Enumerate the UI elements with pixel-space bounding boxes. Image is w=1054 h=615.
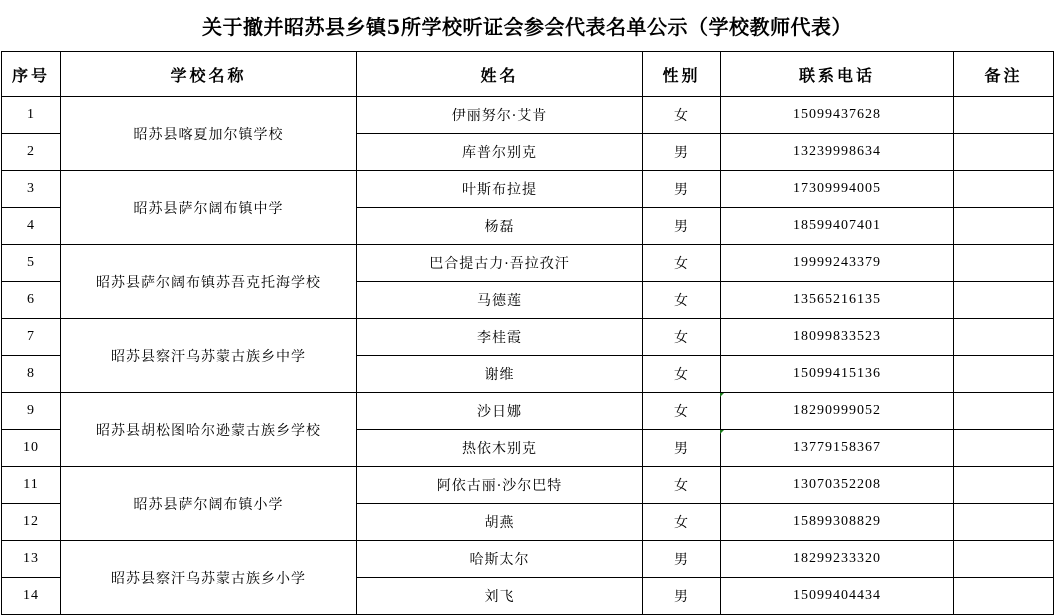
- cell-comment-marker: [720, 393, 724, 397]
- remark-cell[interactable]: [954, 97, 1054, 134]
- header-school[interactable]: 学校名称: [61, 52, 357, 97]
- table-row: [2, 467, 1054, 504]
- gender-cell[interactable]: 女: [643, 319, 721, 356]
- gender-cell[interactable]: 女: [643, 467, 721, 504]
- index-cell[interactable]: 12: [2, 504, 61, 541]
- school-cell[interactable]: 昭苏县察汗乌苏蒙古族乡中学: [61, 319, 357, 393]
- gender-cell[interactable]: 男: [643, 134, 721, 171]
- phone-cell[interactable]: 15099404434: [721, 578, 954, 615]
- header-phone[interactable]: 联系电话: [721, 52, 954, 97]
- gender-cell[interactable]: 女: [643, 97, 721, 134]
- header-index[interactable]: 序号: [2, 52, 61, 97]
- name-cell[interactable]: 热依木别克: [357, 430, 643, 467]
- gender-cell[interactable]: 女: [643, 282, 721, 319]
- name-cell[interactable]: 谢维: [357, 356, 643, 393]
- gender-cell[interactable]: 男: [643, 171, 721, 208]
- school-cell[interactable]: 昭苏县察汗乌苏蒙古族乡小学: [61, 541, 357, 615]
- index-cell[interactable]: 13: [2, 541, 61, 578]
- table-row: [2, 97, 1054, 134]
- name-cell[interactable]: 巴合提古力·吾拉孜汗: [357, 245, 643, 282]
- name-cell[interactable]: 马德莲: [357, 282, 643, 319]
- name-cell[interactable]: 李桂霞: [357, 319, 643, 356]
- phone-cell[interactable]: 15099437628: [721, 97, 954, 134]
- gender-cell[interactable]: 男: [643, 430, 721, 467]
- remark-cell[interactable]: [954, 245, 1054, 282]
- remark-cell[interactable]: [954, 356, 1054, 393]
- index-cell[interactable]: 9: [2, 393, 61, 430]
- phone-cell[interactable]: 13565216135: [721, 282, 954, 319]
- cell-comment-marker: [720, 430, 724, 434]
- index-cell[interactable]: 8: [2, 356, 61, 393]
- header-remark[interactable]: 备注: [954, 52, 1054, 97]
- phone-cell[interactable]: 18099833523: [721, 319, 954, 356]
- name-cell[interactable]: 刘飞: [357, 578, 643, 615]
- index-cell[interactable]: 7: [2, 319, 61, 356]
- table-row: [2, 319, 1054, 356]
- table-row: [2, 245, 1054, 282]
- table-row: [2, 393, 1054, 430]
- school-cell[interactable]: 昭苏县胡松图哈尔逊蒙古族乡学校: [61, 393, 357, 467]
- remark-cell[interactable]: [954, 171, 1054, 208]
- phone-cell[interactable]: 13070352208: [721, 467, 954, 504]
- name-cell[interactable]: 叶斯布拉提: [357, 171, 643, 208]
- gender-cell[interactable]: 男: [643, 208, 721, 245]
- index-cell[interactable]: 10: [2, 430, 61, 467]
- school-cell[interactable]: 昭苏县喀夏加尔镇学校: [61, 97, 357, 171]
- representatives-table: [1, 51, 1054, 615]
- phone-cell[interactable]: 17309994005: [721, 171, 954, 208]
- index-cell[interactable]: 14: [2, 578, 61, 615]
- school-cell[interactable]: 昭苏县萨尔阔布镇小学: [61, 467, 357, 541]
- school-cell[interactable]: 昭苏县萨尔阔布镇中学: [61, 171, 357, 245]
- index-cell[interactable]: 11: [2, 467, 61, 504]
- name-cell[interactable]: 杨磊: [357, 208, 643, 245]
- name-cell[interactable]: 沙日娜: [357, 393, 643, 430]
- phone-cell[interactable]: 13779158367: [721, 430, 954, 467]
- remark-cell[interactable]: [954, 467, 1054, 504]
- header-row: [2, 52, 1054, 97]
- gender-cell[interactable]: 女: [643, 504, 721, 541]
- remark-cell[interactable]: [954, 541, 1054, 578]
- header-name[interactable]: 姓名: [357, 52, 643, 97]
- name-cell[interactable]: 阿依古丽·沙尔巴特: [357, 467, 643, 504]
- phone-cell[interactable]: 13239998634: [721, 134, 954, 171]
- remark-cell[interactable]: [954, 430, 1054, 467]
- phone-cell[interactable]: 18599407401: [721, 208, 954, 245]
- gender-cell[interactable]: 男: [643, 578, 721, 615]
- index-cell[interactable]: 5: [2, 245, 61, 282]
- index-cell[interactable]: 4: [2, 208, 61, 245]
- gender-cell[interactable]: 女: [643, 356, 721, 393]
- index-cell[interactable]: 1: [2, 97, 61, 134]
- header-gender[interactable]: 性别: [643, 52, 721, 97]
- phone-cell[interactable]: 19999243379: [721, 245, 954, 282]
- name-cell[interactable]: 胡燕: [357, 504, 643, 541]
- gender-cell[interactable]: 男: [643, 541, 721, 578]
- table-row: [2, 541, 1054, 578]
- phone-cell[interactable]: 18290999052: [721, 393, 954, 430]
- index-cell[interactable]: 2: [2, 134, 61, 171]
- phone-cell[interactable]: 15099415136: [721, 356, 954, 393]
- phone-cell[interactable]: 15899308829: [721, 504, 954, 541]
- index-cell[interactable]: 6: [2, 282, 61, 319]
- name-cell[interactable]: 伊丽努尔·艾肯: [357, 97, 643, 134]
- index-cell[interactable]: 3: [2, 171, 61, 208]
- page-title: 关于撤并昭苏县乡镇5所学校听证会参会代表名单公示（学校教师代表）: [202, 14, 852, 39]
- remark-cell[interactable]: [954, 578, 1054, 615]
- remark-cell[interactable]: [954, 504, 1054, 541]
- gender-cell[interactable]: 女: [643, 393, 721, 430]
- name-cell[interactable]: 哈斯太尔: [357, 541, 643, 578]
- school-cell[interactable]: 昭苏县萨尔阔布镇苏吾克托海学校: [61, 245, 357, 319]
- phone-cell[interactable]: 18299233320: [721, 541, 954, 578]
- remark-cell[interactable]: [954, 134, 1054, 171]
- remark-cell[interactable]: [954, 208, 1054, 245]
- table-row: [2, 171, 1054, 208]
- name-cell[interactable]: 库普尔别克: [357, 134, 643, 171]
- gender-cell[interactable]: 女: [643, 245, 721, 282]
- remark-cell[interactable]: [954, 282, 1054, 319]
- remark-cell[interactable]: [954, 393, 1054, 430]
- remark-cell[interactable]: [954, 319, 1054, 356]
